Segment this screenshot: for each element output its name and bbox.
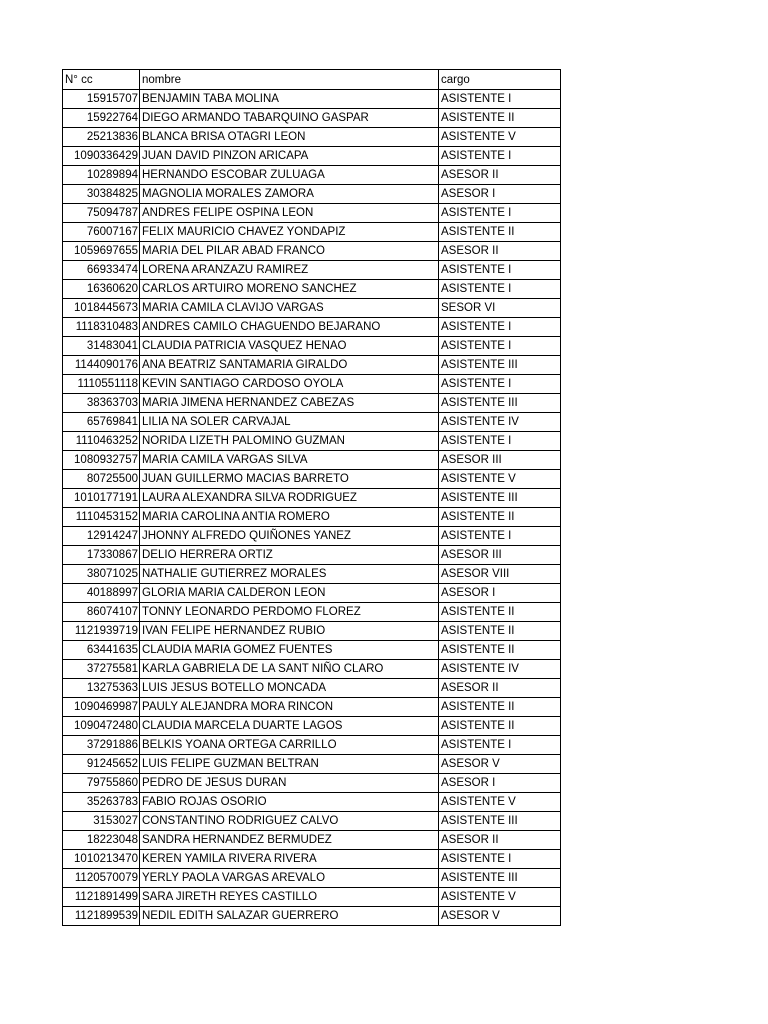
table-row — [63, 850, 561, 869]
cell-nombre: IVAN FELIPE HERNANDEZ RUBIO — [140, 622, 439, 641]
cell-nombre: SANDRA HERNANDEZ BERMUDEZ — [140, 831, 439, 850]
cell-nombre: YERLY PAOLA VARGAS AREVALO — [140, 869, 439, 888]
table-row — [63, 641, 561, 660]
cell-cargo: ASISTENTE I — [439, 432, 561, 451]
header-row — [63, 70, 561, 90]
cell-nombre: FELIX MAURICIO CHAVEZ YONDAPIZ — [140, 223, 439, 242]
cell-nombre: TONNY LEONARDO PERDOMO FLOREZ — [140, 603, 439, 622]
table-row — [63, 698, 561, 717]
header-cc: N° cc — [63, 70, 140, 90]
table-row — [63, 280, 561, 299]
cell-cargo: ASESOR II — [439, 831, 561, 850]
table-body — [63, 90, 561, 926]
cell-cargo: ASISTENTE III — [439, 394, 561, 413]
cell-cc: 13275363 — [63, 679, 140, 698]
table-row — [63, 299, 561, 318]
cell-cargo: ASESOR II — [439, 679, 561, 698]
cell-cargo: ASISTENTE I — [439, 850, 561, 869]
table-row — [63, 660, 561, 679]
cell-cc: 1090469987 — [63, 698, 140, 717]
cell-cc: 12914247 — [63, 527, 140, 546]
cell-cc: 91245652 — [63, 755, 140, 774]
cell-nombre: JUAN GUILLERMO MACIAS BARRETO — [140, 470, 439, 489]
cell-nombre: KEREN YAMILA RIVERA RIVERA — [140, 850, 439, 869]
personnel-table — [62, 69, 561, 926]
cell-cc: 75094787 — [63, 204, 140, 223]
cell-cargo: ASISTENTE IV — [439, 413, 561, 432]
cell-nombre: PAULY ALEJANDRA MORA RINCON — [140, 698, 439, 717]
cell-cargo: ASISTENTE I — [439, 337, 561, 356]
cell-nombre: MARIA JIMENA HERNANDEZ CABEZAS — [140, 394, 439, 413]
cell-nombre: LUIS JESUS BOTELLO MONCADA — [140, 679, 439, 698]
cell-nombre: LILIA NA SOLER CARVAJAL — [140, 413, 439, 432]
cell-nombre: MARIA CAROLINA ANTIA ROMERO — [140, 508, 439, 527]
header-nombre: nombre — [140, 70, 439, 90]
cell-cc: 10289894 — [63, 166, 140, 185]
cell-cc: 66933474 — [63, 261, 140, 280]
cell-cargo: ASISTENTE V — [439, 888, 561, 907]
cell-nombre: LORENA ARANZAZU RAMIREZ — [140, 261, 439, 280]
cell-cc: 40188997 — [63, 584, 140, 603]
table-row — [63, 546, 561, 565]
table-row — [63, 679, 561, 698]
cell-nombre: NATHALIE GUTIERREZ MORALES — [140, 565, 439, 584]
cell-cargo: ASISTENTE II — [439, 622, 561, 641]
cell-nombre: BLANCA BRISA OTAGRI LEON — [140, 128, 439, 147]
cell-cargo: ASESOR I — [439, 185, 561, 204]
cell-cargo: ASISTENTE III — [439, 356, 561, 375]
cell-cc: 1120570079 — [63, 869, 140, 888]
cell-nombre: CLAUDIA PATRICIA VASQUEZ HENAO — [140, 337, 439, 356]
cell-cargo: ASISTENTE I — [439, 375, 561, 394]
cell-cc: 18223048 — [63, 831, 140, 850]
table-row — [63, 413, 561, 432]
cell-cc: 1110453152 — [63, 508, 140, 527]
table-row — [63, 223, 561, 242]
cell-nombre: CARLOS ARTUIRO MORENO SANCHEZ — [140, 280, 439, 299]
cell-nombre: BENJAMIN TABA MOLINA — [140, 90, 439, 109]
table-row — [63, 888, 561, 907]
cell-nombre: DELIO HERRERA ORTIZ — [140, 546, 439, 565]
cell-nombre: FABIO ROJAS OSORIO — [140, 793, 439, 812]
cell-cc: 86074107 — [63, 603, 140, 622]
cell-cc: 1010177191 — [63, 489, 140, 508]
cell-nombre: KARLA GABRIELA DE LA SANT NIÑO CLARO — [140, 660, 439, 679]
table-row — [63, 470, 561, 489]
cell-cargo: ASESOR I — [439, 774, 561, 793]
cell-cargo: ASISTENTE I — [439, 527, 561, 546]
table-row — [63, 812, 561, 831]
table-row — [63, 166, 561, 185]
table-row — [63, 185, 561, 204]
cell-cargo: ASESOR III — [439, 451, 561, 470]
cell-nombre: MARIA CAMILA VARGAS SILVA — [140, 451, 439, 470]
cell-cc: 1090336429 — [63, 147, 140, 166]
cell-cargo: ASISTENTE I — [439, 736, 561, 755]
cell-cc: 1080932757 — [63, 451, 140, 470]
table-row — [63, 508, 561, 527]
table-row — [63, 242, 561, 261]
cell-cc: 1144090176 — [63, 356, 140, 375]
cell-cargo: ASISTENTE V — [439, 470, 561, 489]
cell-cc: 31483041 — [63, 337, 140, 356]
table-row — [63, 394, 561, 413]
cell-cargo: SESOR VI — [439, 299, 561, 318]
cell-nombre: NEDIL EDITH SALAZAR GUERRERO — [140, 907, 439, 926]
cell-cc: 1059697655 — [63, 242, 140, 261]
table-row — [63, 774, 561, 793]
table-row — [63, 793, 561, 812]
table-row — [63, 451, 561, 470]
cell-cargo: ASESOR V — [439, 907, 561, 926]
cell-cc: 1110551118 — [63, 375, 140, 394]
cell-cc: 38363703 — [63, 394, 140, 413]
cell-cc: 38071025 — [63, 565, 140, 584]
cell-nombre: ANA BEATRIZ SANTAMARIA GIRALDO — [140, 356, 439, 375]
cell-cargo: ASISTENTE III — [439, 812, 561, 831]
table-row — [63, 869, 561, 888]
table-row — [63, 603, 561, 622]
table-row — [63, 432, 561, 451]
cell-nombre: ANDRES CAMILO CHAGUENDO BEJARANO — [140, 318, 439, 337]
cell-cc: 15915707 — [63, 90, 140, 109]
cell-cargo: ASISTENTE II — [439, 508, 561, 527]
header-cargo: cargo — [439, 70, 561, 90]
cell-nombre: MARIA DEL PILAR ABAD FRANCO — [140, 242, 439, 261]
cell-nombre: MARIA CAMILA CLAVIJO VARGAS — [140, 299, 439, 318]
cell-cc: 1090472480 — [63, 717, 140, 736]
cell-cargo: ASESOR V — [439, 755, 561, 774]
cell-cargo: ASISTENTE III — [439, 869, 561, 888]
cell-cargo: ASISTENTE II — [439, 698, 561, 717]
cell-cargo: ASESOR II — [439, 242, 561, 261]
table-row — [63, 318, 561, 337]
cell-nombre: LAURA ALEXANDRA SILVA RODRIGUEZ — [140, 489, 439, 508]
table-row — [63, 109, 561, 128]
cell-cargo: ASESOR II — [439, 166, 561, 185]
cell-cc: 1110463252 — [63, 432, 140, 451]
cell-cargo: ASESOR I — [439, 584, 561, 603]
cell-nombre: GLORIA MARIA CALDERON LEON — [140, 584, 439, 603]
cell-nombre: BELKIS YOANA ORTEGA CARRILLO — [140, 736, 439, 755]
table-row — [63, 375, 561, 394]
cell-cc: 1121939719 — [63, 622, 140, 641]
cell-cc: 80725500 — [63, 470, 140, 489]
cell-cc: 3153027 — [63, 812, 140, 831]
cell-cargo: ASISTENTE I — [439, 90, 561, 109]
cell-cargo: ASISTENTE IV — [439, 660, 561, 679]
table-row — [63, 261, 561, 280]
cell-cc: 25213836 — [63, 128, 140, 147]
cell-cc: 37291886 — [63, 736, 140, 755]
cell-cargo: ASISTENTE II — [439, 223, 561, 242]
cell-cargo: ASISTENTE I — [439, 261, 561, 280]
table-row — [63, 147, 561, 166]
cell-nombre: PEDRO DE JESUS DURAN — [140, 774, 439, 793]
cell-cc: 1118310483 — [63, 318, 140, 337]
cell-cc: 15922764 — [63, 109, 140, 128]
table-row — [63, 527, 561, 546]
table-row — [63, 204, 561, 223]
table-row — [63, 755, 561, 774]
cell-nombre: DIEGO ARMANDO TABARQUINO GASPAR — [140, 109, 439, 128]
table-row — [63, 584, 561, 603]
table-row — [63, 489, 561, 508]
table-header — [63, 70, 561, 90]
cell-nombre: LUIS FELIPE GUZMAN BELTRAN — [140, 755, 439, 774]
cell-cargo: ASISTENTE I — [439, 280, 561, 299]
cell-cargo: ASISTENTE I — [439, 204, 561, 223]
cell-nombre: HERNANDO ESCOBAR ZULUAGA — [140, 166, 439, 185]
table-row — [63, 337, 561, 356]
table-row — [63, 90, 561, 109]
cell-cc: 30384825 — [63, 185, 140, 204]
cell-cargo: ASESOR III — [439, 546, 561, 565]
cell-cargo: ASISTENTE I — [439, 318, 561, 337]
cell-nombre: CLAUDIA MARIA GOMEZ FUENTES — [140, 641, 439, 660]
cell-cc: 76007167 — [63, 223, 140, 242]
table-row — [63, 622, 561, 641]
cell-nombre: CONSTANTINO RODRIGUEZ CALVO — [140, 812, 439, 831]
cell-cargo: ASISTENTE II — [439, 603, 561, 622]
cell-nombre: NORIDA LIZETH PALOMINO GUZMAN — [140, 432, 439, 451]
cell-cc: 1121899539 — [63, 907, 140, 926]
cell-cc: 1121891499 — [63, 888, 140, 907]
cell-cc: 65769841 — [63, 413, 140, 432]
cell-cc: 17330867 — [63, 546, 140, 565]
cell-nombre: SARA JIRETH REYES CASTILLO — [140, 888, 439, 907]
cell-nombre: JUAN DAVID PINZON ARICAPA — [140, 147, 439, 166]
table-row — [63, 736, 561, 755]
cell-nombre: ANDRES FELIPE OSPINA LEON — [140, 204, 439, 223]
table-row — [63, 907, 561, 926]
table-row — [63, 717, 561, 736]
table-row — [63, 128, 561, 147]
cell-nombre: KEVIN SANTIAGO CARDOSO OYOLA — [140, 375, 439, 394]
cell-cargo: ASISTENTE I — [439, 147, 561, 166]
cell-cc: 63441635 — [63, 641, 140, 660]
cell-cc: 37275581 — [63, 660, 140, 679]
cell-cargo: ASESOR VIII — [439, 565, 561, 584]
cell-cc: 1018445673 — [63, 299, 140, 318]
cell-cc: 35263783 — [63, 793, 140, 812]
table-row — [63, 831, 561, 850]
cell-cc: 16360620 — [63, 280, 140, 299]
cell-cargo: ASISTENTE II — [439, 641, 561, 660]
table-row — [63, 565, 561, 584]
cell-nombre: MAGNOLIA MORALES ZAMORA — [140, 185, 439, 204]
cell-cargo: ASISTENTE II — [439, 717, 561, 736]
cell-cargo: ASISTENTE V — [439, 128, 561, 147]
table-row — [63, 356, 561, 375]
cell-cargo: ASISTENTE V — [439, 793, 561, 812]
cell-cc: 1010213470 — [63, 850, 140, 869]
cell-nombre: JHONNY ALFREDO QUIÑONES YANEZ — [140, 527, 439, 546]
cell-cargo: ASISTENTE II — [439, 109, 561, 128]
cell-cc: 79755860 — [63, 774, 140, 793]
cell-nombre: CLAUDIA MARCELA DUARTE LAGOS — [140, 717, 439, 736]
cell-cargo: ASISTENTE III — [439, 489, 561, 508]
